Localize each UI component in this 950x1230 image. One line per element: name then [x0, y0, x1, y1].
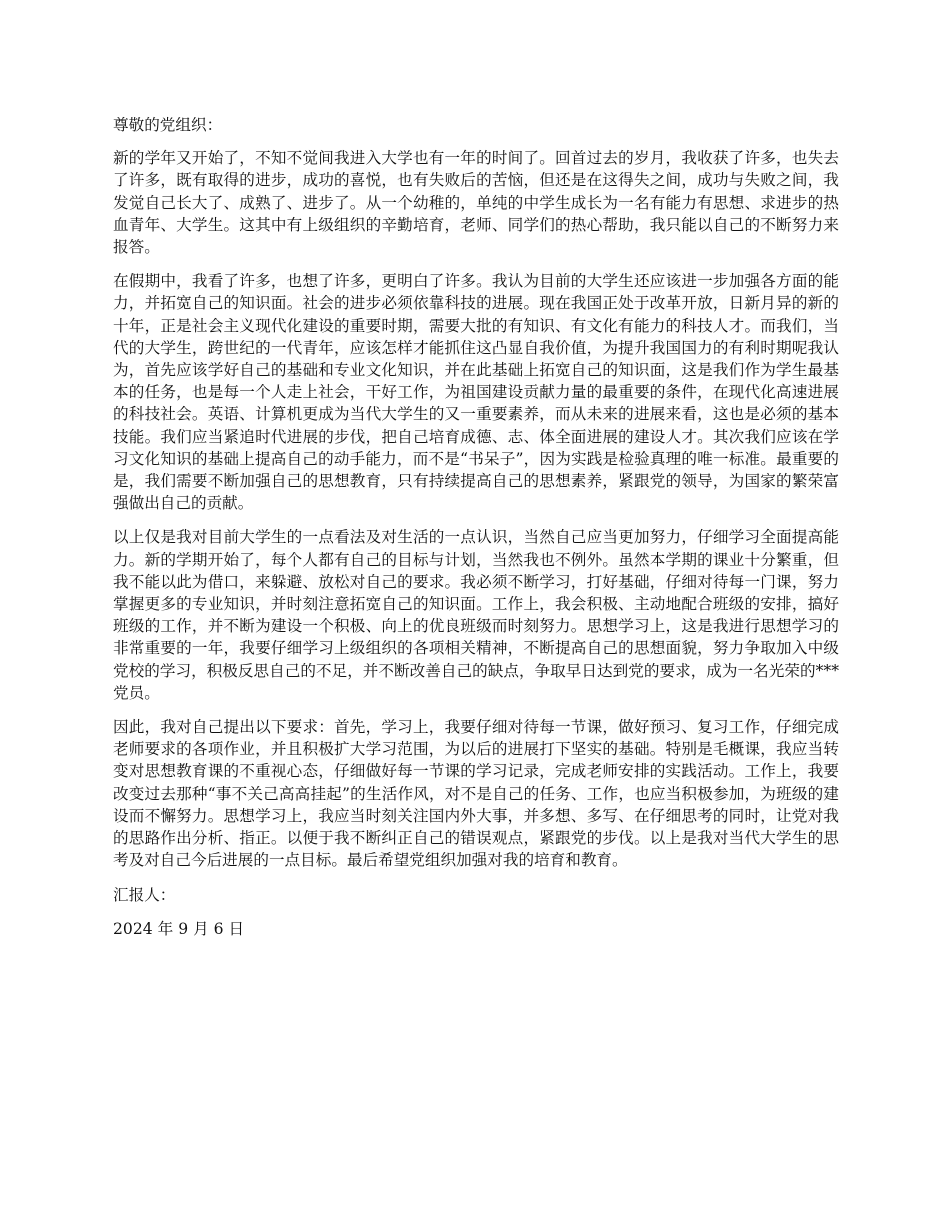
paragraph-2: 在假期中，我看了许多，也想了许多，更明白了许多。我认为目前的大学生还应该进一步加强各方面的能力，并拓宽自己的知识面。社会的进步必须依靠科技的进展。现在我国正处于改革开放，日新月异的新的十年，正是社会主义现代化建设的重要时期，需要大批的有知识、有文化有能力的科技人才。而我们，当代的大学生，跨世纪的一代青年，应该怎样才能抓住这凸显自我价值，为提升我国国力的有利时期呢我认为，首先应该学好自己的基础和专业文化知识，并在此基础上拓宽自己的知识面，这是我们作为学生最基本的任务，也是每一个人走上社会，干好工作，为祖国建设贡献力量的最重要的条件，在现代化高速进展的科技社会。英语、计算机更成为当代大学生的又一重要素养，而从未来的进展来看，这也是必须的基本技能。我们应当紧追时代进展的步伐，把自己培育成德、志、体全面进展的建设人才。其次我们应该在学习文化知识的基础上提高自己的动手能力，而不是“书呆子”，因为实践是检验真理的唯一标准。最重要的是，我们需要不断加强自己的思想教育，只有持续提高自己的思想素养，紧跟党的领导，为国家的繁荣富强做出自己的贡献。 — [113, 272, 839, 513]
report-date: 2024 年 9 月 6 日 — [113, 919, 245, 938]
paragraph-1: 新的学年又开始了，不知不觉间我进入大学也有一年的时间了。回首过去的岁月，我收获了许多，也失去了许多，既有取得的进步，成功的喜悦，也有失败后的苦恼，但还是在这得失之间，成功与失败之间，我发觉自己长大了、成熟了、进步了。从一个幼稚的，单纯的中学生成长为一名有能力有思想、求进步的热血青年、大学生。这其中有上级组织的辛勤培育，老师、同学们的热心帮助，我只能以自己的不断努力来报答。 — [113, 149, 839, 257]
letter-body — [113, 114, 839, 952]
salutation: 尊敬的党组织： — [113, 116, 223, 134]
paragraph-4: 因此，我对自己提出以下要求：首先，学习上，我要仔细对待每一节课，做好预习、复习工作，仔细完成老师要求的各项作业，并且积极扩大学习范围，为以后的进展打下坚实的基础。特别是毛概课，我应当转变对思想教育课的不重视心态，仔细做好每一节课的学习记录，完成老师安排的实践活动。工作上，我要改变过去那种“事不关己高高挂起”的生活作风，对不是自己的任务、工作，也应当积极参加，为班级的建设而不懈努力。思想学习上，我应当时刻关注国内外大事，并多想、多写、在仔细思考的同时，让党对我的思路作出分析、指正。以便于我不断纠正自己的错误观点，紧跟党的步伐。以上是我对当代大学生的思考及对自己今后进展的一点目标。最后希望党组织加强对我的培育和教育。 — [113, 718, 839, 870]
signature-label: 汇报人： — [113, 885, 176, 904]
paragraph-3: 以上仅是我对目前大学生的一点看法及对生活的一点认识，当然自己应当更加努力，仔细学习全面提高能力。新的学期开始了，每个人都有自己的目标与计划，当然我也不例外。虽然本学期的课业十分繁重，但我不能以此为借口，来躲避、放松对自己的要求。我必须不断学习，打好基础，仔细对待每一门课，努力掌握更多的专业知识，并时刻注意拓宽自己的知识面。工作上，我会积极、主动地配合班级的安排，搞好班级的工作，并不断为建设一个积极、向上的优良班级而时刻努力。思想学习上，这是我进行思想学习的非常重要的一年，我要仔细学习上级组织的各项相关精神，不断提高自己的思想面貌，努力争取加入中级党校的学习，积极反思自己的不足，并不断改善自己的缺点，争取早日达到党的要求，成为一名光荣的***党员。 — [113, 528, 839, 702]
